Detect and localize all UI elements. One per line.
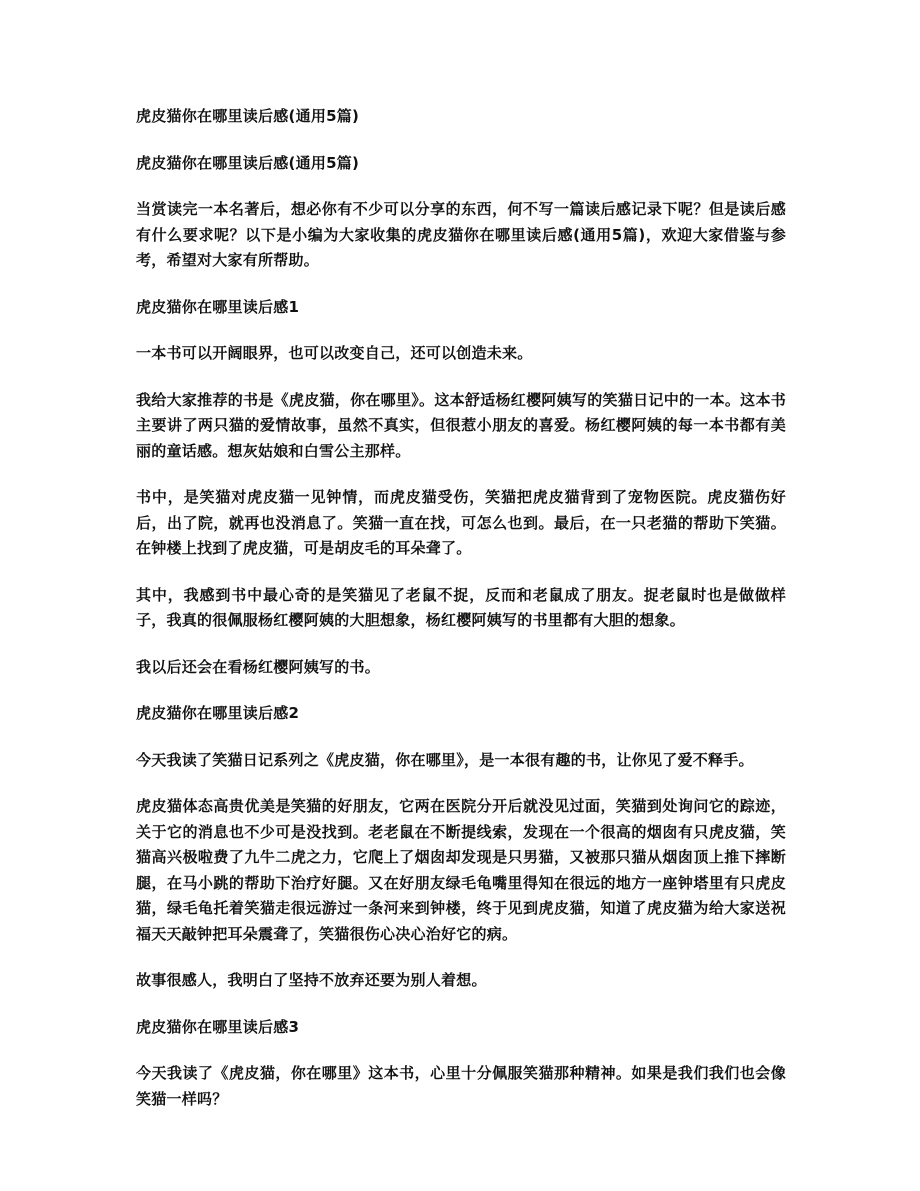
section-2-paragraph-1: 今天我读了笑猫日记系列之《虎皮猫，你在哪里》，是一本很有趣的书，让你见了爱不释手。 bbox=[136, 750, 754, 769]
document-subtitle: 虎皮猫你在哪里读后感(通用5篇) bbox=[136, 153, 360, 172]
section-1-paragraph-2: 我给大家推荐的书是《虎皮猫，你在哪里》。这本舒适杨红樱阿姨写的笑猫日记中的一本。这本书主要讲了两只猫的爱情故事，虽然不真实，但很惹小朋友的喜爱。杨红樱阿姨的每一本书都有美丽的童话感。想灰姑娘和白雪公主那样。 bbox=[136, 390, 786, 460]
section-3-heading: 虎皮猫你在哪里读后感3 bbox=[136, 1017, 300, 1036]
section-2-heading: 虎皮猫你在哪里读后感2 bbox=[136, 704, 300, 722]
section-1-heading: 虎皮猫你在哪里读后感1 bbox=[136, 297, 300, 316]
section-2-paragraph-2: 虎皮猫体态高贵优美是笑猫的好朋友，它两在医院分开后就没见过面，笑猫到处询问它的踪迹，关于它的消息也不少可是没找到。老老鼠在不断提线索，发现在一个很高的烟囱有只虎皮猫，笑猫高兴极啦费了九牛二虎之力，它爬上了烟囱却发现是只男猫，又被那只猫从烟囱顶上推下摔断腿，在马小跳的帮助下治疗好腿。又在好朋友绿毛龟嘴里得知在很远的地方一座钟塔里有只虎皮猫，绿毛龟托着笑猫走很远游过一条河来到钟楼，终于见到虎皮猫，知道了虎皮猫为给大家送祝福天天敲钟把耳朵震聋了，笑猫很伤心决心治好它的病。 bbox=[136, 797, 786, 943]
intro-paragraph: 当赏读完一本名著后，想必你有不少可以分享的东西，何不写一篇读后感记录下呢？但是读后感有什么要求呢？以下是小编为大家收集的虎皮猫你在哪里读后感(通用5篇)，欢迎大家借鉴与参考，希望对大家有所帮助。 bbox=[136, 200, 786, 269]
section-3-paragraph-1: 今天我读了《虎皮猫，你在哪里》这本书，心里十分佩服笑猫那种精神。如果是我们我们也会像笑猫一样吗？ bbox=[136, 1064, 786, 1108]
section-1-paragraph-3: 书中，是笑猫对虎皮猫一见钟情，而虎皮猫受伤，笑猫把虎皮猫背到了宠物医院。虎皮猫伤好后，出了院，就再也没消息了。笑猫一直在找，可怎么也到。最后，在一只老猫的帮助下笑猫。在钟楼上找到了虎皮猫，可是胡皮毛的耳朵聋了。 bbox=[136, 488, 786, 557]
section-2-paragraph-3: 故事很感人，我明白了坚持不放弃还要为别人着想。 bbox=[136, 971, 487, 989]
section-1-paragraph-4: 其中，我感到书中最心奇的是笑猫见了老鼠不捉，反而和老鼠成了朋友。捉老鼠时也是做做样子，我真的很佩服杨红樱阿姨的大胆想象，杨红樱阿姨写的书里都有大胆的想象。 bbox=[136, 585, 786, 629]
document-page bbox=[136, 104, 786, 1133]
section-1-paragraph-1: 一本书可以开阔眼界，也可以改变自己，还可以创造未来。 bbox=[136, 344, 533, 362]
document-title: 虎皮猫你在哪里读后感(通用5篇) bbox=[136, 107, 360, 125]
section-1-paragraph-5: 我以后还会在看杨红樱阿姨写的书。 bbox=[136, 657, 381, 676]
